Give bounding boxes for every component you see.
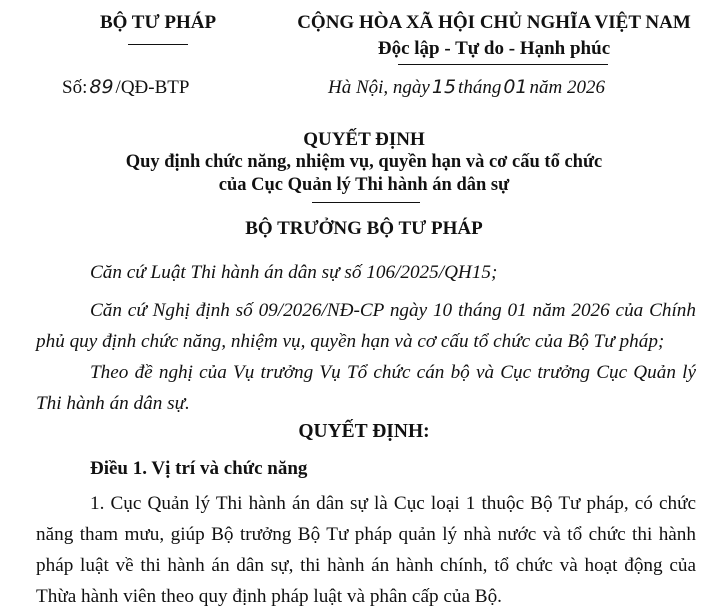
document-number bbox=[62, 76, 189, 99]
article-1-heading: Điều 1. Vị trí và chức năng bbox=[90, 458, 308, 479]
country-name: CỘNG HÒA XÃ HỘI CHỦ NGHĨA VIỆT NAM bbox=[297, 12, 691, 33]
legal-basis-1: Căn cứ Luật Thi hành án dân sự số 106/2025/QH15; bbox=[90, 262, 498, 283]
agency-underline bbox=[128, 44, 188, 45]
authority-heading: BỘ TRƯỞNG BỘ TƯ PHÁP bbox=[245, 218, 483, 239]
subtitle-line-1: Quy định chức năng, nhiệm vụ, quyền hạn và cơ cấu tổ chức bbox=[125, 152, 603, 172]
subtitle-line-2: của Cục Quản lý Thi hành án dân sự bbox=[218, 175, 510, 195]
date-prefix: Hà Nội, ngày bbox=[328, 77, 430, 98]
handwritten-number: 89 bbox=[89, 76, 114, 98]
legal-basis-3: Theo đề nghị của Vụ trưởng Vụ Tổ chức cán bộ và Cục trưởng Cục Quản lý Thi hành án dân sự. bbox=[36, 362, 696, 414]
article-1-clause-1: 1. Cục Quản lý Thi hành án dân sự là Cục loại 1 thuộc Bộ Tư pháp, có chức năng tham mưu, giúp Bộ trưởng Bộ Tư pháp quản lý nhà nước và tổ chức thi hành pháp luật về thi hành án dân sự, thi hành án hành chính, tổ chức và hoạt động của Thừa hành viên theo quy định pháp luật và phân cấp của Bộ. bbox=[36, 493, 696, 607]
number-suffix: /QĐ-BTP bbox=[115, 77, 190, 98]
issuing-agency: BỘ TƯ PHÁP bbox=[99, 12, 217, 33]
handwritten-month: 01 bbox=[503, 76, 528, 98]
subtitle-underline bbox=[312, 202, 420, 203]
national-motto: Độc lập - Tự do - Hạnh phúc bbox=[377, 38, 611, 59]
motto-underline bbox=[398, 64, 608, 65]
legal-basis-2: Căn cứ Nghị định số 09/2026/NĐ-CP ngày 10 tháng 01 năm 2026 của Chính phủ quy định chức năng, nhiệm vụ, quyền hạn và cơ cấu tổ chức của Bộ Tư pháp; bbox=[36, 300, 696, 352]
document-type-title: QUYẾT ĐỊNH bbox=[303, 129, 425, 150]
month-prefix: tháng bbox=[458, 77, 502, 98]
year-text: năm 2026 bbox=[529, 77, 605, 98]
decision-heading: QUYẾT ĐỊNH: bbox=[298, 421, 430, 442]
place-date bbox=[328, 76, 605, 99]
number-prefix: Số: bbox=[62, 77, 88, 98]
handwritten-day: 15 bbox=[431, 76, 457, 98]
